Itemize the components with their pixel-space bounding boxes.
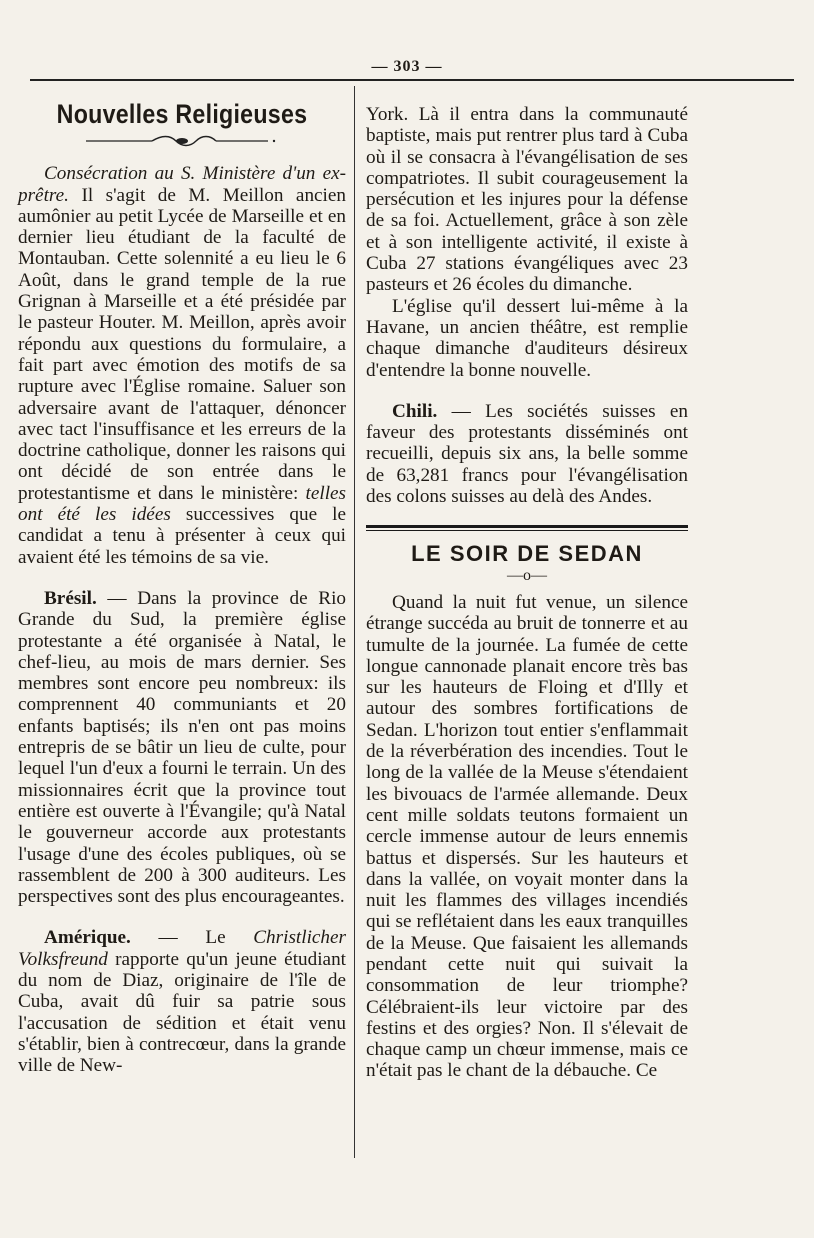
article-amerique-continued: York. Là il entra dans la communauté baptiste, mais put rentrer plus tard à Cuba où il se consacra à l'évangélisation de ses compatriotes. Il subit courageusement la persécution et les injures pour la défense de sa foi. Actuellement, grâce à son zèle et à son intelligente activité, il existe à Cuba 27 stations évangéliques avec 23 pasteurs et 26 écoles du dimanche. bbox=[366, 104, 688, 296]
article-lead: Amérique. bbox=[44, 927, 131, 949]
article-bresil: Brésil. — Dans la province de Rio Grande du Sud, la première église protestante a été organisée à Natal, le chef-lieu, au mois de mars dernier. Ses membres sont encore peu nombreux: ils comprennent 40 communiants et 20 enfants baptisés; ils n'en ont pas moins entrepris de se bâtir un lieu de culte, pour lequel l'un d'eux a fourni le terrain. Un des missionnaires écrit que la province tout entière est ouverte à l'Évangile; qu'à Natal le gouverneur accorde aux protestants l'usage d'une des écoles publiques, où se rassemblent de 200 à 300 auditeurs. Les perspectives sont des plus encourageantes. bbox=[18, 587, 346, 908]
article-sedan: Quand la nuit fut venue, un silence étrange succéda au bruit de tonnerre et au tumulte de la journée. La fumée de cette longue cannonade planait encore très bas sur les hauteurs de Floing et d'Illy et autour des sombres fortifications de Sedan. L'horizon tout entier s'enflammait de la réverbération des incendies. Tout le long de la vallée de la Meuse s'étendaient les bivouacs de l'armée allemande. Deux cent mille soldats teutons formaient un cercle immense autour de leurs ennemis battus et dispersés. Sur les hauteurs et dans la vallée, on voyait monter dans la nuit les flammes des villages incendiés qui se reflétaient dans les eaux tranquilles de la Meuse. Que faisaient les allemands pendant cette nuit qui suivait la consommation de leur triomphe? Célébraient-ils leur victoire par des festins et des orgies? Non. Il s'élevait de chaque camp un chœur immense, mais ce n'était pas le chant de la débauche. Ce bbox=[366, 591, 688, 1082]
header-rule bbox=[30, 79, 794, 81]
article-consecration: Consécration au S. Ministère d'un ex-prêtre. Il s'agit de M. Meillon ancien aumônier au petit Lycée de Marseille et en dernier lieu étudiant de la faculté de Montauban. Cette solennité a eu lieu le 6 Août, dans le grand temple de la rue Grignan à Marseille et a été présidée par le pasteur Houter. M. Meillon, après avoir répondu aux questions du formulaire, a fait part avec émotion des motifs de sa rupture avec l'Église romaine. Saluer son adversaire avant de l'attaquer, dénoncer avec tact l'insuffisance et les erreurs de la doctrine catholique, donner les raisons qui ont décidé de son entrée dans le protestantisme et dans le ministère: telles ont été les idées successives que le candidat a tenu à présenter à ceux qui avaient été les témoins de sa vie. bbox=[18, 163, 347, 568]
left-column bbox=[18, 96, 346, 1076]
column-divider bbox=[354, 86, 355, 1158]
article-lead: Chili. bbox=[392, 400, 438, 422]
page-number: — 303 — bbox=[371, 58, 443, 75]
article-kicker: Consécration au S. Ministère d'un ex-prêtre. bbox=[18, 163, 346, 206]
article-amerique: Amérique. — Le Christlicher Volksfreund rapporte qu'un jeune étudiant du nom de Diaz, originaire de l'île de Cuba, avait dû fuir sa patrie sous l'accusation de sédition et était venu s'établir, bien à contrecœur, dans la grande ville de New- bbox=[18, 927, 346, 1077]
section-title: LE SOIR DE SEDAN bbox=[411, 541, 643, 567]
section-heading: Nouvelles Religieuses bbox=[56, 99, 308, 129]
article-chili: Chili. — Les sociétés suisses en faveur des protestants disséminés ont recueilli, depuis six ans, la belle somme de 63,281 francs pour l'évangélisation des colons suisses au delà des Andes. bbox=[366, 400, 688, 508]
article-lead: Brésil. bbox=[44, 587, 97, 609]
section-mark: —o— bbox=[507, 566, 547, 584]
right-column bbox=[366, 104, 688, 1082]
section-rule bbox=[366, 525, 688, 531]
ornament-divider-icon bbox=[82, 133, 282, 149]
article-havane: L'église qu'il dessert lui-même à la Havane, un ancien théâtre, est remplie chaque dimanche d'auditeurs désireux d'entendre la bonne nouvelle. bbox=[366, 295, 688, 381]
